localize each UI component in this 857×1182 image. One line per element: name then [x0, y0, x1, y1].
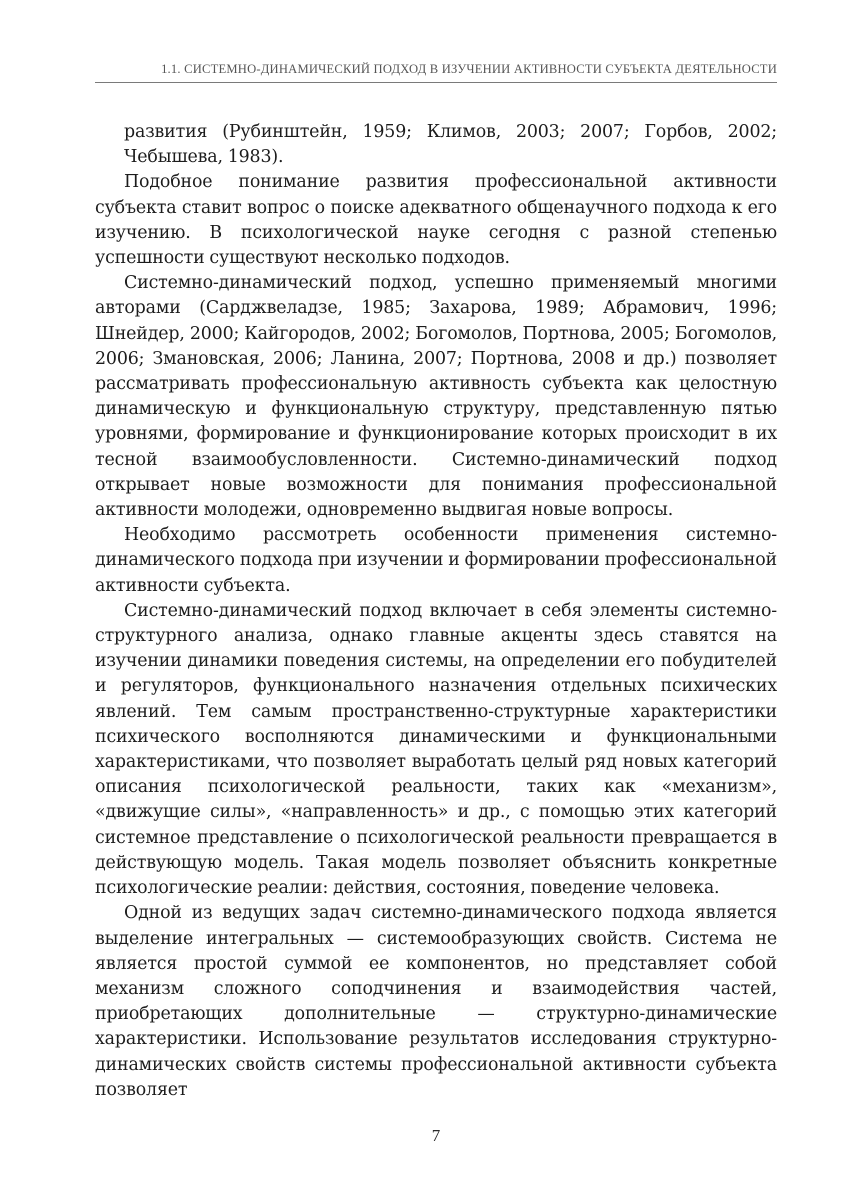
paragraph: Подобное понимание развития профессиональной активности субъекта ставит вопрос о поиске адекватного общенаучного подхода к его изучению. В психологической науке сегодня с разной степенью успешности существуют несколько подходов. [95, 172, 777, 269]
page-number: 7 [431, 1126, 441, 1145]
paragraph: Необходимо рассмотреть особенности применения системно-динамического подхода при изучении и формировании профессиональной активности субъекта. [95, 525, 777, 596]
paragraph: Системно-динамический подход включает в себя элементы системно-структурного анализа, однако главные акценты здесь ставятся на изучении динамики поведения системы, на определении его побудителей и регуляторов, функционального назначения отдельных психических явлений. Тем самым пространственно-структурные характеристики психического восполняются динамическими и функциональными характеристиками, что позволяет выработать целый ряд новых категорий описания психологической реальности, таких как «механизм», «движущие силы», «направленность» и др., с помощью этих категорий системное представление о психологической реальности превращается в действующую модель. Такая модель позволяет объяснить конкретные психологические реалии: действия, состояния, поведение человека. [95, 600, 777, 899]
running-header: 1.1. СИСТЕМНО-ДИНАМИЧЕСКИЙ ПОДХОД В ИЗУЧЕНИИ АКТИВНОСТИ СУБЪЕКТА ДЕЯТЕЛЬНОСТИ [161, 62, 777, 76]
paragraph: Одной из ведущих задач системно-динамического подхода является выделение интегральных — системообразующих свойств. Система не является простой суммой ее компонентов, но представляет собой механизм сложного соподчинения и взаимодействия частей, приобретающих дополнительные — структурно-динамические характеристики. Использование результатов исследования структурно-динамических свойств системы профессиональной активности субъекта позволяет [95, 903, 777, 1100]
paragraph-continuation: развития (Рубинштейн, 1959; Климов, 2003; 2007; Горбов, 2002; Чебышева, 1983). [124, 122, 777, 168]
header-rule [95, 82, 777, 83]
main-text [95, 120, 777, 1103]
paragraph: Системно-динамический подход, успешно применяемый многими авторами (Сарджвеладзе, 1985; Захарова, 1989; Абрамович, 1996; Шнейдер, 2000; Кайгородов, 2002; Богомолов, Портнова, 2005; Богомолов, 2006; Змановская, 2006; Ланина, 2007; Портнова, 2008 и др.) позволяет рассматривать профессиональную активность субъекта как целостную динамическую и функциональную структуру, представленную пятью уровнями, формирование и функционирование которых происходит в их тесной взаимообусловленности. Системно-динамический подход открывает новые возможности для понимания профессиональной активности молодежи, одновременно выдвигая новые вопросы. [95, 273, 777, 521]
